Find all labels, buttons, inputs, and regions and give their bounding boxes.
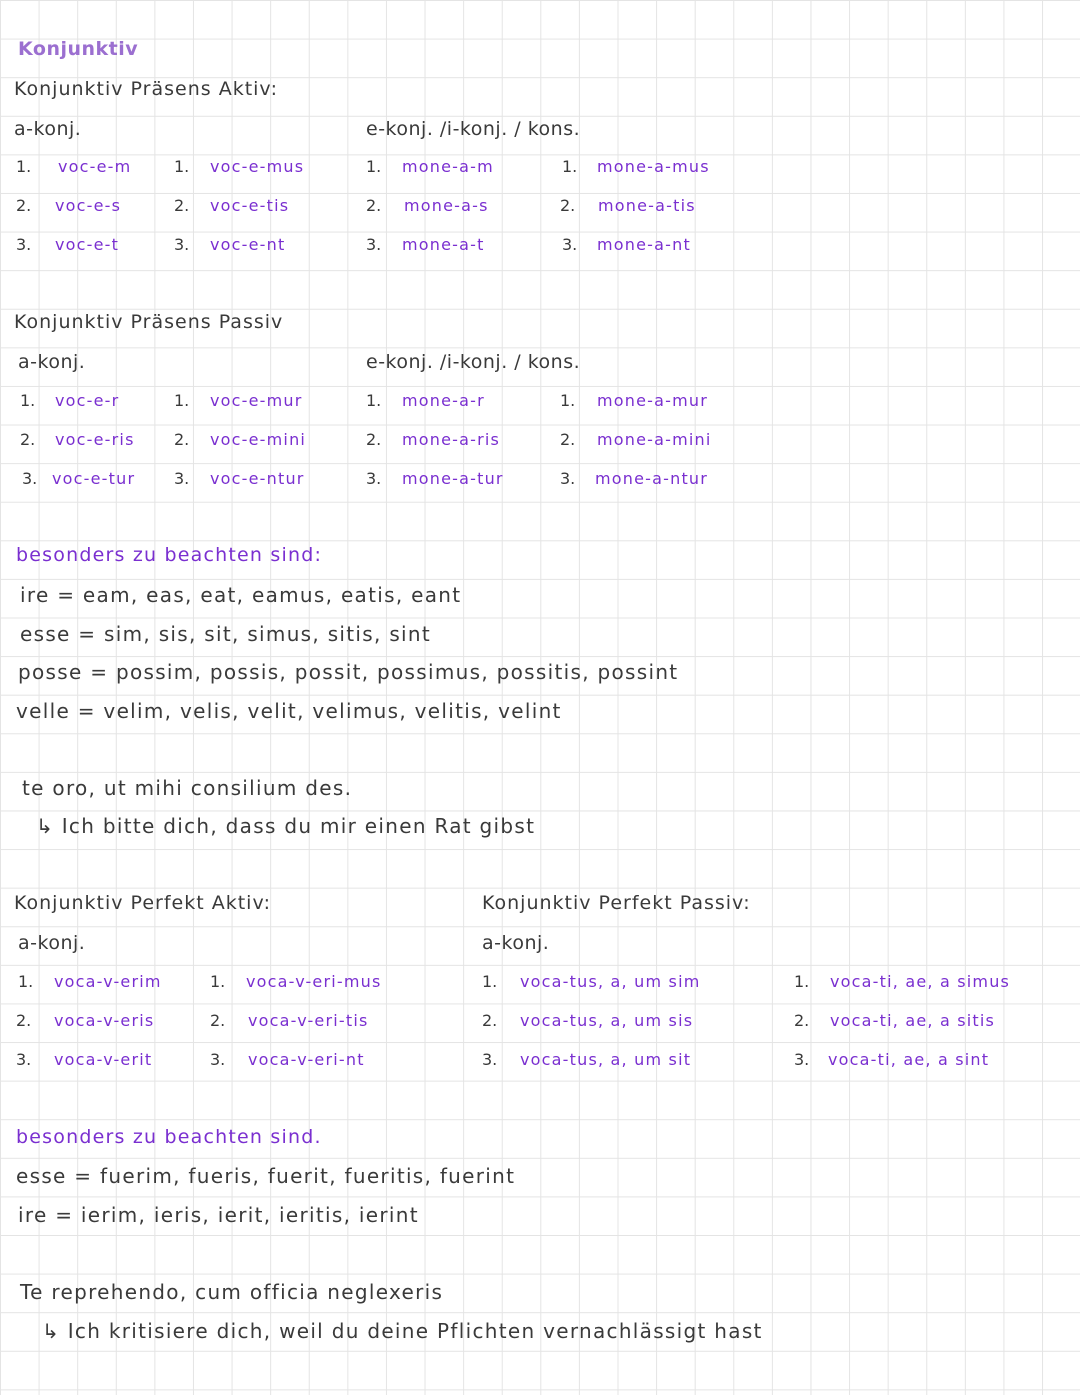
row-number: 2. xyxy=(794,1011,810,1030)
irregular-verb-line: esse = sim, sis, sit, simus, sitis, sint xyxy=(20,622,432,646)
row-number: 1. xyxy=(794,972,810,991)
conjugation-form: voca-tus, a, um sis xyxy=(520,1011,694,1030)
section-heading-perfect-active: Konjunktiv Perfekt Aktiv: xyxy=(14,892,272,914)
row-number: 2. xyxy=(16,1011,32,1030)
e-conjugation-label: e-konj. /i-konj. / kons. xyxy=(366,118,581,140)
conjugation-form: mone-a-tis xyxy=(598,196,696,215)
conjugation-form: mone-a-mini xyxy=(597,430,712,449)
conjugation-form: mone-a-m xyxy=(402,157,494,176)
a-conjugation-label: a-konj. xyxy=(18,932,86,954)
row-number: 1. xyxy=(562,157,578,176)
conjugation-form: voc-e-s xyxy=(55,196,122,215)
irregular-verb-line: ire = ierim, ieris, ierit, ieritis, ierint xyxy=(18,1203,419,1227)
conjugation-form: mone-a-s xyxy=(404,196,489,215)
irregular-verb-line: esse = fuerim, fueris, fuerit, fueritis, fuerint xyxy=(16,1164,516,1188)
row-number: 2. xyxy=(366,196,382,215)
section-heading-present-passive: Konjunktiv Präsens Passiv xyxy=(14,311,284,333)
conjugation-form: mone-a-mus xyxy=(597,157,710,176)
conjugation-form: mone-a-mur xyxy=(597,391,709,410)
row-number: 3. xyxy=(560,469,576,488)
row-number: 2. xyxy=(210,1011,226,1030)
row-number: 2. xyxy=(560,430,576,449)
row-number: 2. xyxy=(366,430,382,449)
conjugation-form: voc-e-nt xyxy=(210,235,286,254)
row-number: 1. xyxy=(18,972,34,991)
conjugation-form: voc-e-tur xyxy=(52,469,136,488)
conjugation-form: voca-tus, a, um sit xyxy=(520,1050,692,1069)
row-number: 3. xyxy=(366,235,382,254)
row-number: 1. xyxy=(16,157,32,176)
section-heading-present-active: Konjunktiv Präsens Aktiv: xyxy=(14,78,279,100)
conjugation-form: voc-e-m xyxy=(58,157,132,176)
row-number: 1. xyxy=(210,972,226,991)
conjugation-form: voca-v-erit xyxy=(54,1050,153,1069)
conjugation-form: mone-a-nt xyxy=(597,235,691,254)
row-number: 3. xyxy=(16,1050,32,1069)
conjugation-form: voca-v-eris xyxy=(54,1011,155,1030)
row-number: 1. xyxy=(174,391,190,410)
a-conjugation-label: a-konj. xyxy=(14,118,82,140)
conjugation-form: voca-tus, a, um sim xyxy=(520,972,701,991)
row-number: 2. xyxy=(20,430,36,449)
irregular-verb-line: velle = velim, velis, velit, velimus, velitis, velint xyxy=(16,699,562,723)
row-number: 3. xyxy=(22,469,38,488)
conjugation-form: voc-e-mini xyxy=(210,430,307,449)
example-latin: Te reprehendo, cum officia neglexeris xyxy=(20,1280,444,1304)
conjugation-form: mone-a-tur xyxy=(402,469,504,488)
irregular-verb-line: ire = eam, eas, eat, eamus, eatis, eant xyxy=(20,583,462,607)
page-title: Konjunktiv xyxy=(18,38,139,60)
example-translation: ↳ Ich bitte dich, dass du mir einen Rat gibst xyxy=(36,814,536,838)
conjugation-form: voc-e-r xyxy=(55,391,120,410)
conjugation-form: mone-a-ris xyxy=(402,430,501,449)
row-number: 2. xyxy=(174,430,190,449)
row-number: 2. xyxy=(560,196,576,215)
a-conjugation-label: a-konj. xyxy=(18,351,86,373)
row-number: 3. xyxy=(366,469,382,488)
a-conjugation-label: a-konj. xyxy=(482,932,550,954)
row-number: 3. xyxy=(210,1050,226,1069)
conjugation-form: voc-e-mur xyxy=(210,391,303,410)
conjugation-form: mone-a-ntur xyxy=(595,469,709,488)
row-number: 1. xyxy=(482,972,498,991)
note-heading: besonders zu beachten sind. xyxy=(16,1126,322,1148)
conjugation-form: voca-ti, ae, a sint xyxy=(828,1050,990,1069)
row-number: 2. xyxy=(174,196,190,215)
row-number: 3. xyxy=(794,1050,810,1069)
conjugation-form: voc-e-ntur xyxy=(210,469,305,488)
conjugation-form: voca-v-erim xyxy=(54,972,162,991)
row-number: 3. xyxy=(482,1050,498,1069)
conjugation-form: voca-v-eri-mus xyxy=(246,972,382,991)
row-number: 1. xyxy=(560,391,576,410)
conjugation-form: voc-e-mus xyxy=(210,157,305,176)
row-number: 1. xyxy=(20,391,36,410)
row-number: 1. xyxy=(366,157,382,176)
irregular-verb-line: posse = possim, possis, possit, possimus, possitis, possint xyxy=(18,660,679,684)
section-heading-perfect-passive: Konjunktiv Perfekt Passiv: xyxy=(482,892,751,914)
conjugation-form: mone-a-t xyxy=(402,235,485,254)
conjugation-form: voca-ti, ae, a sitis xyxy=(830,1011,996,1030)
row-number: 3. xyxy=(174,469,190,488)
note-heading: besonders zu beachten sind: xyxy=(16,544,323,566)
conjugation-form: voc-e-tis xyxy=(210,196,290,215)
conjugation-form: voca-v-eri-tis xyxy=(248,1011,369,1030)
conjugation-form: mone-a-r xyxy=(402,391,485,410)
conjugation-form: voc-e-ris xyxy=(55,430,135,449)
row-number: 3. xyxy=(16,235,32,254)
conjugation-form: voc-e-t xyxy=(55,235,120,254)
conjugation-form: voca-v-eri-nt xyxy=(248,1050,365,1069)
row-number: 2. xyxy=(482,1011,498,1030)
example-translation: ↳ Ich kritisiere dich, weil du deine Pflichten vernachlässigt hast xyxy=(42,1319,763,1343)
row-number: 2. xyxy=(16,196,32,215)
row-number: 1. xyxy=(174,157,190,176)
e-conjugation-label: e-konj. /i-konj. / kons. xyxy=(366,351,581,373)
row-number: 3. xyxy=(174,235,190,254)
example-latin: te oro, ut mihi consilium des. xyxy=(22,776,353,800)
row-number: 3. xyxy=(562,235,578,254)
row-number: 1. xyxy=(366,391,382,410)
conjugation-form: voca-ti, ae, a simus xyxy=(830,972,1011,991)
